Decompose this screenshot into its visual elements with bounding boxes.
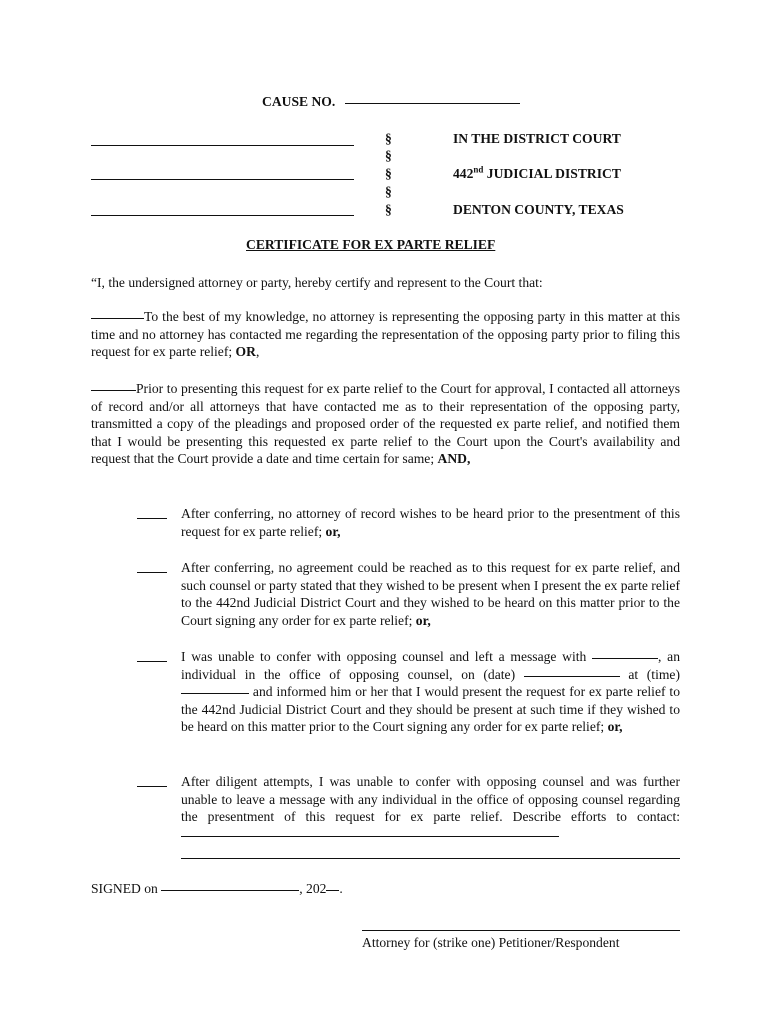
efforts-description-blank[interactable]	[181, 836, 559, 837]
message-recipient-blank[interactable]	[592, 658, 658, 659]
signature-caption: Attorney for (strike one) Petitioner/Respondent	[362, 935, 620, 950]
section-symbol: §	[385, 148, 392, 163]
sub-option-unable-to-leave-message: After diligent attempts, I was unable to confer with opposing counsel and was further unable to leave a message with any individual in the office of opposing counsel regarding the presentment of this request for ex parte relief. Describe efforts to contact:	[181, 773, 680, 843]
judicial-district: 442nd JUDICIAL DISTRICT	[453, 164, 621, 181]
signed-date-line: SIGNED on , 202 .	[91, 881, 343, 896]
certification-option-contacted: Prior to presenting this request for ex parte relief to the Court for approval, I contacted all attorneys of record and/or all attorneys that have contacted me as to their representation of the opposing party, transmitted a copy of the pleadings and proposed order of the requested ex parte relief, and notified them that I would be presenting this requested ex parte relief to the Court upon the Court's availability and request that the Court provide a date and time certain for same; AND,	[91, 381, 680, 467]
intro-statement: “I, the undersigned attorney or party, hereby certify and represent to the Court that:	[91, 275, 543, 290]
signed-year-blank[interactable]	[326, 890, 339, 891]
section-symbol: §	[385, 184, 392, 199]
cause-number-label: CAUSE NO.	[262, 94, 336, 109]
time-blank[interactable]	[181, 693, 249, 694]
checkbox-blank[interactable]	[137, 786, 167, 787]
cause-number-blank[interactable]	[345, 103, 520, 104]
cause-number-line	[262, 94, 520, 110]
signature-line[interactable]	[362, 930, 680, 931]
checkbox-blank[interactable]	[91, 318, 144, 319]
court-name: IN THE DISTRICT COURT	[453, 131, 621, 146]
section-symbol: §	[385, 202, 392, 217]
sub-option-no-wish-to-be-heard: After conferring, no attorney of record wishes to be heard prior to the presentment of this request for ex parte relief; or,	[181, 506, 680, 539]
checkbox-blank[interactable]	[137, 661, 167, 662]
section-symbol: §	[385, 166, 392, 181]
efforts-description-line-2[interactable]	[181, 858, 680, 859]
sub-option-unable-to-confer-message: I was unable to confer with opposing counsel and left a message with , an individual in the office of opposing counsel, on (date) at (time) and informed him or her that I would present the request for ex parte relief to the 442nd Judicial District Court and they should be present at such time if they wished to be heard on this matter prior to the Court signing any order for ex parte relief; or,	[181, 649, 680, 735]
checkbox-blank[interactable]	[137, 572, 167, 573]
checkbox-blank[interactable]	[91, 390, 136, 391]
certification-option-no-attorney: To the best of my knowledge, no attorney is representing the opposing party in this matter at this time and no attorney has contacted me regarding the representation of the opposing party prior to filing this request for ex parte relief; OR,	[91, 309, 680, 360]
party-line-2[interactable]	[91, 179, 354, 180]
signed-day-blank[interactable]	[161, 890, 299, 891]
section-symbol: §	[385, 131, 392, 146]
sub-option-no-agreement: After conferring, no agreement could be reached as to this request for ex parte relief, and such counsel or party stated that they wished to be present when I present the ex parte relief to the 442nd Judicial District Court and they wished to be heard on this matter prior to the Court signing any order for ex parte relief; or,	[181, 560, 680, 628]
document-title: CERTIFICATE FOR EX PARTE RELIEF	[246, 237, 496, 252]
party-line-3[interactable]	[91, 215, 354, 216]
checkbox-blank[interactable]	[137, 518, 167, 519]
date-blank[interactable]	[524, 676, 620, 677]
county-state: DENTON COUNTY, TEXAS	[453, 202, 624, 217]
party-line-1[interactable]	[91, 145, 354, 146]
